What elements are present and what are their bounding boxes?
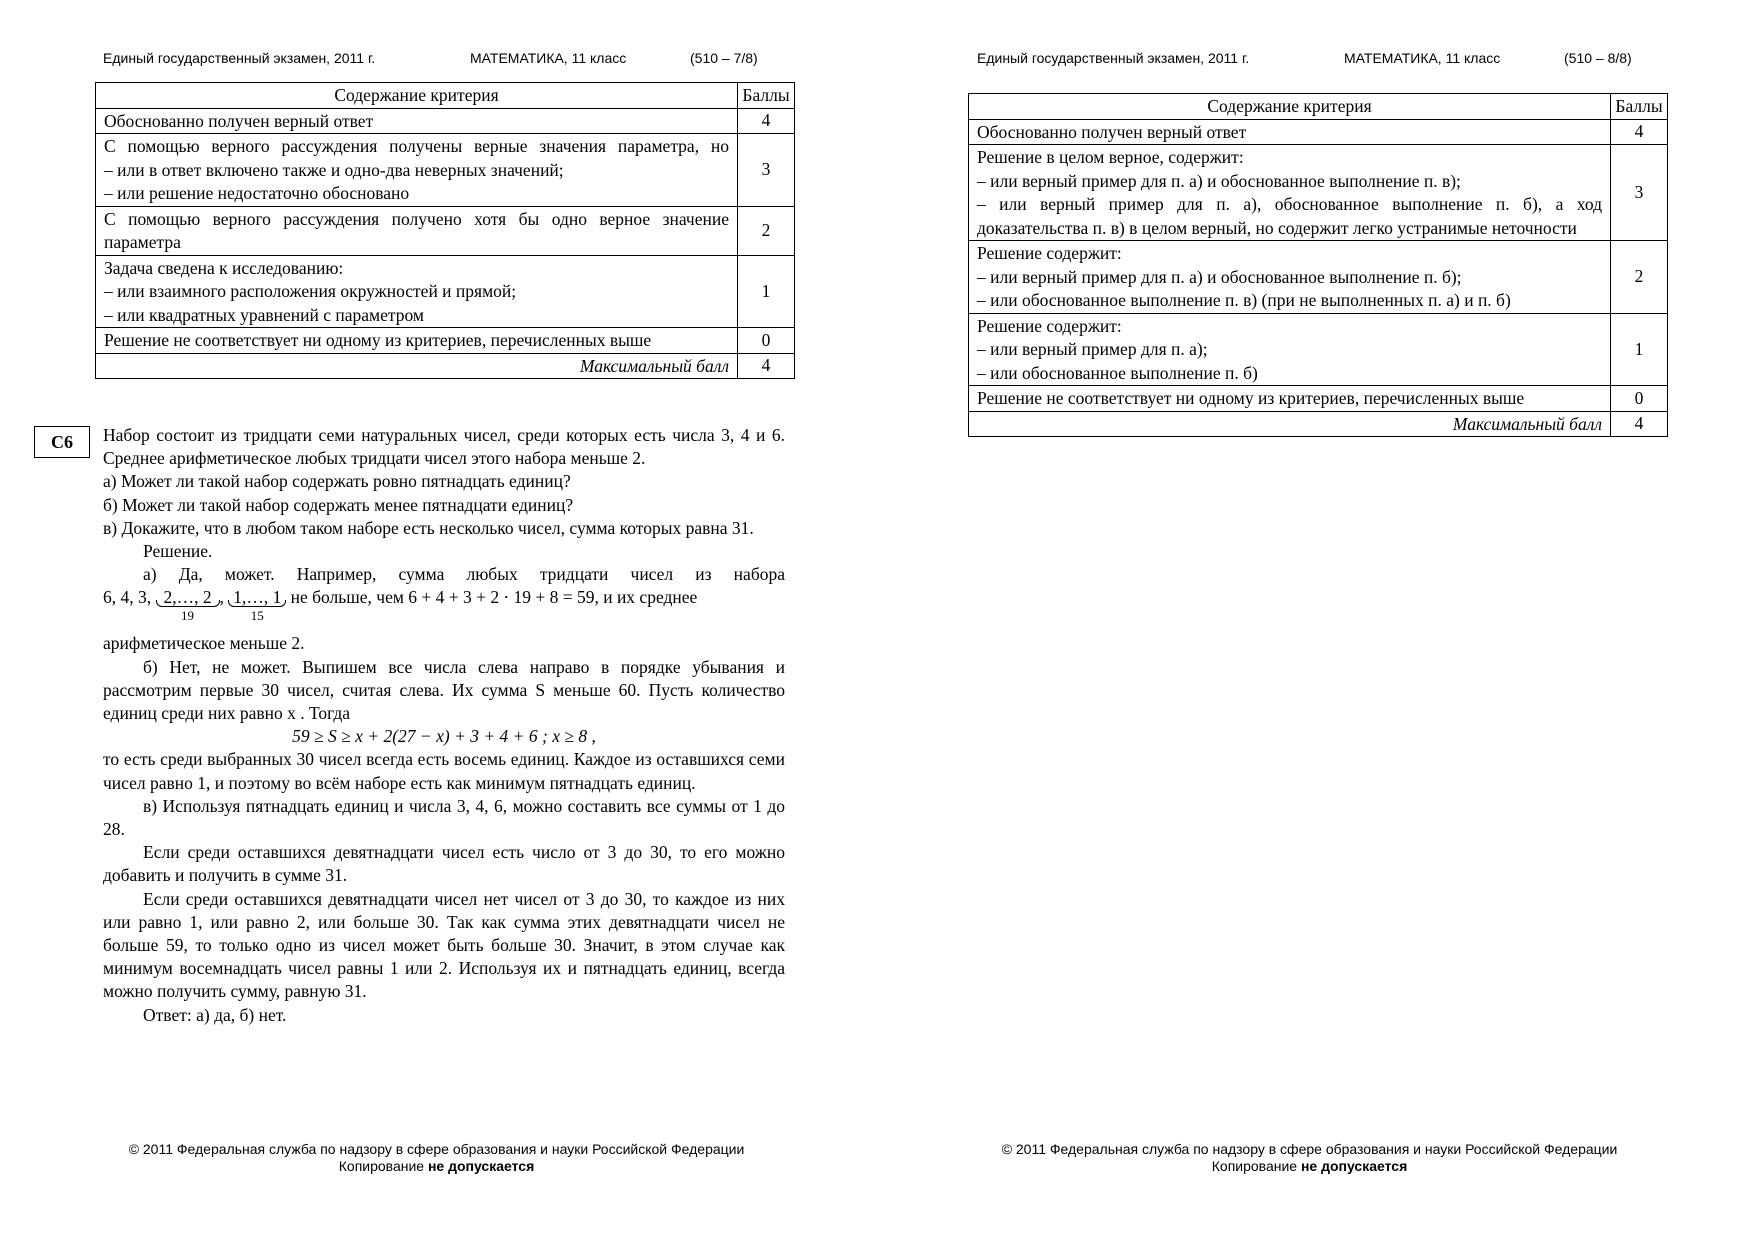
criterion-line: Решение не соответствует ни одному из критериев, перечисленных выше (977, 388, 1525, 408)
criterion-cell (96, 328, 738, 354)
solution-a-tail: , и их среднее (594, 587, 698, 608)
header-subject: МАТЕМАТИКА, 11 класс (470, 50, 627, 66)
points-cell: 2 (738, 206, 795, 255)
max-score-label: Максимальный балл (96, 353, 738, 379)
max-score-value: 4 (738, 353, 795, 379)
question-a: а) Может ли такой набор содержать ровно пятнадцать единиц? (103, 471, 571, 492)
criterion-line: Решение не соответствует ни одному из критериев, перечисленных выше (104, 330, 652, 350)
max-score-row (969, 411, 1668, 437)
solution-c-part2: Если среди оставшихся девятнадцати чисел есть число от 3 до 30, то его можно добавить и получить в сумме 31. (103, 842, 785, 886)
table-row (969, 119, 1668, 145)
footer-copy-notice (0, 1158, 873, 1175)
table-row (969, 145, 1668, 241)
solution-c-part1: в) Используя пятнадцать единиц и числа 3, 4, 6, можно составить все суммы от 1 до 28. (103, 795, 785, 840)
points-cell: 1 (738, 255, 795, 328)
criterion-line: – или обоснованное выполнение п. б) (977, 362, 1258, 383)
header-exam: Единый государственный экзамен, 2011 г. (977, 50, 1250, 66)
solution-a-intro: а) Да, может. Например, сумма любых тридцати чисел из набора (143, 564, 785, 585)
criterion-cell (969, 119, 1611, 145)
table-header-row (969, 94, 1668, 120)
footer-copy-bold: не допускается (427, 1158, 535, 1174)
criterion-line: Решение в целом верное, содержит: (977, 147, 1244, 167)
criterion-line: – или квадратных уравнений с параметром (104, 304, 424, 325)
col-criterion-header: Содержание критерия (969, 94, 1611, 120)
solution-b: б) Нет, не может. Выпишем все числа слева направо в порядке убывания и рассмотрим первые 30 чисел, считая слева. Их сумма S меньше 60. Пусть количество единиц среди них равно x . Тогда (103, 656, 785, 724)
table-row (96, 328, 795, 354)
solution-b-formula: 59 ≥ S ≥ x + 2(27 − x) + 3 + 4 + 6 ; x ≥ 8 , (292, 726, 596, 747)
solution-a-end: арифметическое меньше 2. (103, 633, 305, 654)
solution-label: Решение. (143, 541, 213, 562)
footer-copy-prefix: Копирование (1211, 1158, 1298, 1174)
footer-copy-prefix: Копирование (338, 1158, 425, 1174)
brace-ones (228, 586, 286, 624)
solution-a-set: 6, 4, 3, 2,…, 2 19 , 1,…, 1 15 не больше, чем 6 + 4 + 3 + 2 ⋅ 19 + 8 = 59, и их среднее (103, 586, 785, 632)
criterion-cell (969, 386, 1611, 412)
criterion-line: – или в ответ включено также и одно-два неверных значений; (104, 159, 564, 180)
task-body (103, 424, 785, 1027)
footer-copyright: © 2011 Федеральная служба по надзору в сфере образования и науки Российской Федерации (128, 1141, 745, 1157)
task-statement: Набор состоит из тридцати семи натуральных чисел, среди которых есть числа 3, 4 и 6. Среднее арифметическое любых тридцати чисел этого набора меньше 2. (103, 425, 785, 469)
criterion-line: Задача сведена к исследованию: (104, 257, 344, 278)
criterion-cell (969, 313, 1611, 386)
page-right (873, 0, 1747, 1239)
solution-a-formula: 6 + 4 + 3 + 2 ⋅ 19 + 8 = 59 (408, 587, 595, 608)
criterion-line: – или решение недостаточно обосновано (104, 183, 410, 203)
header-page-number: (510 – 8/8) (1564, 50, 1632, 66)
criteria-table (95, 82, 795, 379)
max-score-label: Максимальный балл (969, 411, 1611, 437)
criterion-line: – или верный пример для п. а) и обоснованное выполнение п. б); (977, 266, 1462, 287)
points-cell: 3 (1611, 145, 1668, 241)
solution-c-part3: Если среди оставшихся девятнадцати чисел нет чисел от 3 до 30, то каждое из них или равно 1, или равно 2, или больше 30. Так как сумма этих девятнадцати чисел не больше 59, то только одно из чисел может быть больше 30. Значит, в этом случае как минимум восемнадцать чисел равны 1 или 2. Используя их и пятнадцать единиц, всегда можно получить сумму, равную 31. (103, 888, 785, 1002)
criterion-cell (96, 206, 738, 255)
solution-b-continuation: то есть среди выбранных 30 чисел всегда есть восемь единиц. Каждое из оставшихся семи чисел равно 1, и поэтому во всём наборе есть как минимум пятнадцать единиц. (103, 749, 785, 793)
criterion-line: Обоснованно получен верный ответ (104, 110, 374, 131)
set-start: 6, 4, 3, (103, 587, 152, 608)
table-row (969, 386, 1668, 412)
points-cell: 3 (738, 134, 795, 207)
criterion-cell (96, 255, 738, 328)
header-page-number: (510 – 7/8) (690, 50, 758, 66)
points-cell: 4 (738, 108, 795, 134)
footer (0, 1141, 873, 1175)
answer: Ответ: а) да, б) нет. (143, 1004, 287, 1025)
max-score-value: 4 (1611, 411, 1668, 437)
brace-ones-count: 15 (250, 608, 264, 624)
criterion-line: – или обоснованное выполнение п. в) (при не выполненных п. а) и п. б) (977, 290, 1511, 310)
criterion-line: Решение содержит: (977, 243, 1122, 263)
criterion-line: – или верный пример для п. а), обоснованное выполнение п. б), а ход доказательства п. в) в целом верный, но содержит легко устранимые неточности (977, 194, 1602, 238)
criterion-cell (969, 241, 1611, 314)
max-score-row (96, 353, 795, 379)
criterion-cell (96, 108, 738, 134)
table-row (96, 134, 795, 207)
table-row (96, 206, 795, 255)
brace-twos-text: 2,…, 2 (163, 587, 212, 608)
table-row (969, 241, 1668, 314)
col-points-header: Баллы (1611, 94, 1668, 120)
criterion-line: – или верный пример для п. а) и обоснованное выполнение п. в); (977, 170, 1461, 191)
criterion-cell (96, 134, 738, 207)
table-header-row (96, 83, 795, 109)
criteria-table (968, 93, 1668, 437)
header-exam: Единый государственный экзамен, 2011 г. (103, 50, 376, 66)
points-cell: 2 (1611, 241, 1668, 314)
table-row (969, 313, 1668, 386)
points-cell: 0 (1611, 386, 1668, 412)
points-cell: 1 (1611, 313, 1668, 386)
points-cell: 0 (738, 328, 795, 354)
brace-twos (156, 586, 220, 624)
criterion-line: – или верный пример для п. а); (977, 339, 1208, 359)
points-cell: 4 (1611, 119, 1668, 145)
brace-twos-count: 19 (181, 608, 194, 624)
footer-copy-notice (873, 1158, 1746, 1175)
task-label: С6 (34, 426, 90, 458)
col-criterion-header: Содержание критерия (96, 83, 738, 109)
page-left (0, 0, 873, 1239)
col-points-header: Баллы (738, 83, 795, 109)
header-subject: МАТЕМАТИКА, 11 класс (1344, 50, 1501, 66)
table-row (96, 255, 795, 328)
criterion-line: С помощью верного рассуждения получены верные значения параметра, но (104, 136, 729, 156)
footer-copy-bold: не допускается (1300, 1158, 1408, 1174)
criterion-line: С помощью верного рассуждения получено хотя бы одно верное значение параметра (104, 208, 729, 252)
footer-copyright: © 2011 Федеральная служба по надзору в сфере образования и науки Российской Федерации (1001, 1141, 1618, 1157)
question-b: б) Может ли такой набор содержать менее пятнадцати единиц? (103, 494, 574, 515)
question-c: в) Докажите, что в любом таком наборе есть несколько чисел, сумма которых равна 31. (103, 517, 754, 538)
footer (873, 1141, 1746, 1175)
criterion-line: Решение содержит: (977, 315, 1122, 336)
criterion-line: Обоснованно получен верный ответ (977, 121, 1247, 142)
brace-ones-text: 1,…, 1 (233, 587, 282, 608)
table-row (96, 108, 795, 134)
criterion-cell (969, 145, 1611, 241)
solution-a-mid: не больше, чем (290, 587, 404, 608)
criterion-line: – или взаимного расположения окружностей и прямой; (104, 281, 517, 301)
